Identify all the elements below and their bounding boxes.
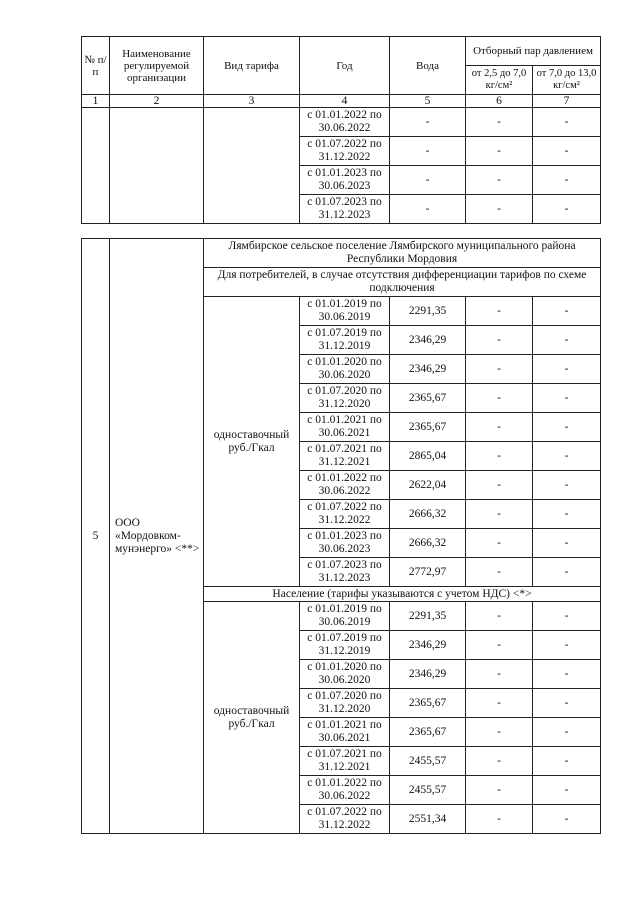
water-value: 2865,04 [390, 442, 466, 471]
header-org: Наименование регулируемой организации [110, 37, 204, 95]
header-steam-high: от 7,0 до 13,0 кг/см² [533, 66, 601, 95]
water-value: 2455,57 [390, 747, 466, 776]
steam-high-value: - [533, 166, 601, 195]
year-cell: с 01.01.2020 по 30.06.2020 [300, 660, 390, 689]
year-cell: с 01.01.2023 по 30.06.2023 [300, 166, 390, 195]
steam-low-value: - [466, 137, 533, 166]
continued-num-cell [82, 108, 110, 224]
column-number: 5 [390, 95, 466, 108]
steam-low-value: - [466, 558, 533, 587]
table-row [82, 108, 601, 137]
year-cell: с 01.01.2021 по 30.06.2021 [300, 718, 390, 747]
gap-cell [82, 224, 601, 239]
water-value: 2772,97 [390, 558, 466, 587]
settlement-name: Лямбирское сельское поселение Лямбирского муниципального района Республики Мордовия [204, 239, 601, 268]
steam-low-value: - [466, 384, 533, 413]
column-number-row [82, 95, 601, 108]
steam-high-value: - [533, 195, 601, 224]
steam-high-value: - [533, 558, 601, 587]
year-cell: с 01.01.2023 по 30.06.2023 [300, 529, 390, 558]
header-water: Вода [390, 37, 466, 95]
header-tariff-type: Вид тарифа [204, 37, 300, 95]
steam-high-value: - [533, 718, 601, 747]
year-cell: с 01.07.2021 по 31.12.2021 [300, 747, 390, 776]
steam-high-value: - [533, 442, 601, 471]
steam-low-value: - [466, 166, 533, 195]
header-year: Год [300, 37, 390, 95]
steam-low-value: - [466, 805, 533, 834]
steam-high-value: - [533, 500, 601, 529]
water-value: 2365,67 [390, 384, 466, 413]
water-value: 2291,35 [390, 602, 466, 631]
year-cell: с 01.01.2020 по 30.06.2020 [300, 355, 390, 384]
organization-name: ООО «Мордовком-мунэнерго» <**> [110, 239, 204, 834]
water-value: 2666,32 [390, 500, 466, 529]
steam-low-value: - [466, 442, 533, 471]
water-value: 2455,57 [390, 776, 466, 805]
column-number: 6 [466, 95, 533, 108]
year-cell: с 01.01.2022 по 30.06.2022 [300, 108, 390, 137]
water-value: - [390, 195, 466, 224]
water-value: 2291,35 [390, 297, 466, 326]
steam-low-value: - [466, 471, 533, 500]
year-cell: с 01.07.2019 по 31.12.2019 [300, 631, 390, 660]
tariff-type-cell: одноставочный руб./Гкал [204, 602, 300, 834]
column-number: 2 [110, 95, 204, 108]
header-steam-low: от 2,5 до 7,0 кг/см² [466, 66, 533, 95]
water-value: 2346,29 [390, 355, 466, 384]
steam-low-value: - [466, 747, 533, 776]
group-title: Для потребителей, в случае отсутствия дифференциации тарифов по схеме подключения [204, 268, 601, 297]
entry-5-section [82, 224, 601, 834]
entry-number: 5 [82, 239, 110, 834]
steam-low-value: - [466, 500, 533, 529]
steam-low-value: - [466, 326, 533, 355]
year-cell: с 01.07.2022 по 31.12.2022 [300, 805, 390, 834]
year-cell: с 01.01.2022 по 30.06.2022 [300, 776, 390, 805]
water-value: 2365,67 [390, 413, 466, 442]
steam-high-value: - [533, 471, 601, 500]
steam-low-value: - [466, 631, 533, 660]
steam-low-value: - [466, 689, 533, 718]
water-value: 2346,29 [390, 326, 466, 355]
water-value: 2365,67 [390, 718, 466, 747]
steam-low-value: - [466, 660, 533, 689]
continued-tariff-cell [204, 108, 300, 224]
steam-low-value: - [466, 413, 533, 442]
year-cell: с 01.07.2020 по 31.12.2020 [300, 384, 390, 413]
year-cell: с 01.01.2022 по 30.06.2022 [300, 471, 390, 500]
continued-section [82, 108, 601, 224]
steam-high-value: - [533, 776, 601, 805]
steam-low-value: - [466, 718, 533, 747]
continued-org-cell [110, 108, 204, 224]
year-cell: с 01.01.2021 по 30.06.2021 [300, 413, 390, 442]
steam-high-value: - [533, 602, 601, 631]
year-cell: с 01.07.2023 по 31.12.2023 [300, 195, 390, 224]
column-number: 3 [204, 95, 300, 108]
header-num: № п/п [82, 37, 110, 95]
water-value: 2666,32 [390, 529, 466, 558]
water-value: - [390, 166, 466, 195]
steam-high-value: - [533, 297, 601, 326]
steam-low-value: - [466, 297, 533, 326]
water-value: 2365,67 [390, 689, 466, 718]
year-cell: с 01.01.2019 по 30.06.2019 [300, 602, 390, 631]
steam-high-value: - [533, 384, 601, 413]
steam-high-value: - [533, 413, 601, 442]
header-steam: Отборный пар давлением [466, 37, 601, 66]
steam-high-value: - [533, 137, 601, 166]
year-cell: с 01.01.2019 по 30.06.2019 [300, 297, 390, 326]
steam-high-value: - [533, 747, 601, 776]
year-cell: с 01.07.2021 по 31.12.2021 [300, 442, 390, 471]
section-gap [82, 224, 601, 239]
steam-high-value: - [533, 631, 601, 660]
steam-low-value: - [466, 529, 533, 558]
year-cell: с 01.07.2019 по 31.12.2019 [300, 326, 390, 355]
steam-high-value: - [533, 355, 601, 384]
water-value: 2346,29 [390, 660, 466, 689]
steam-low-value: - [466, 108, 533, 137]
year-cell: с 01.07.2023 по 31.12.2023 [300, 558, 390, 587]
year-cell: с 01.07.2020 по 31.12.2020 [300, 689, 390, 718]
steam-high-value: - [533, 529, 601, 558]
water-value: 2551,34 [390, 805, 466, 834]
steam-high-value: - [533, 689, 601, 718]
group-title: Население (тарифы указываются с учетом НДС) <*> [204, 587, 601, 602]
steam-high-value: - [533, 326, 601, 355]
steam-low-value: - [466, 355, 533, 384]
water-value: - [390, 108, 466, 137]
column-number: 1 [82, 95, 110, 108]
steam-high-value: - [533, 805, 601, 834]
tariff-table [81, 36, 601, 834]
steam-low-value: - [466, 776, 533, 805]
steam-high-value: - [533, 108, 601, 137]
settlement-row [82, 239, 601, 268]
year-cell: с 01.07.2022 по 31.12.2022 [300, 137, 390, 166]
water-value: 2622,04 [390, 471, 466, 500]
steam-low-value: - [466, 602, 533, 631]
steam-low-value: - [466, 195, 533, 224]
column-number: 7 [533, 95, 601, 108]
water-value: - [390, 137, 466, 166]
column-number: 4 [300, 95, 390, 108]
water-value: 2346,29 [390, 631, 466, 660]
steam-high-value: - [533, 660, 601, 689]
tariff-type-cell: одноставочный руб./Гкал [204, 297, 300, 587]
year-cell: с 01.07.2022 по 31.12.2022 [300, 500, 390, 529]
